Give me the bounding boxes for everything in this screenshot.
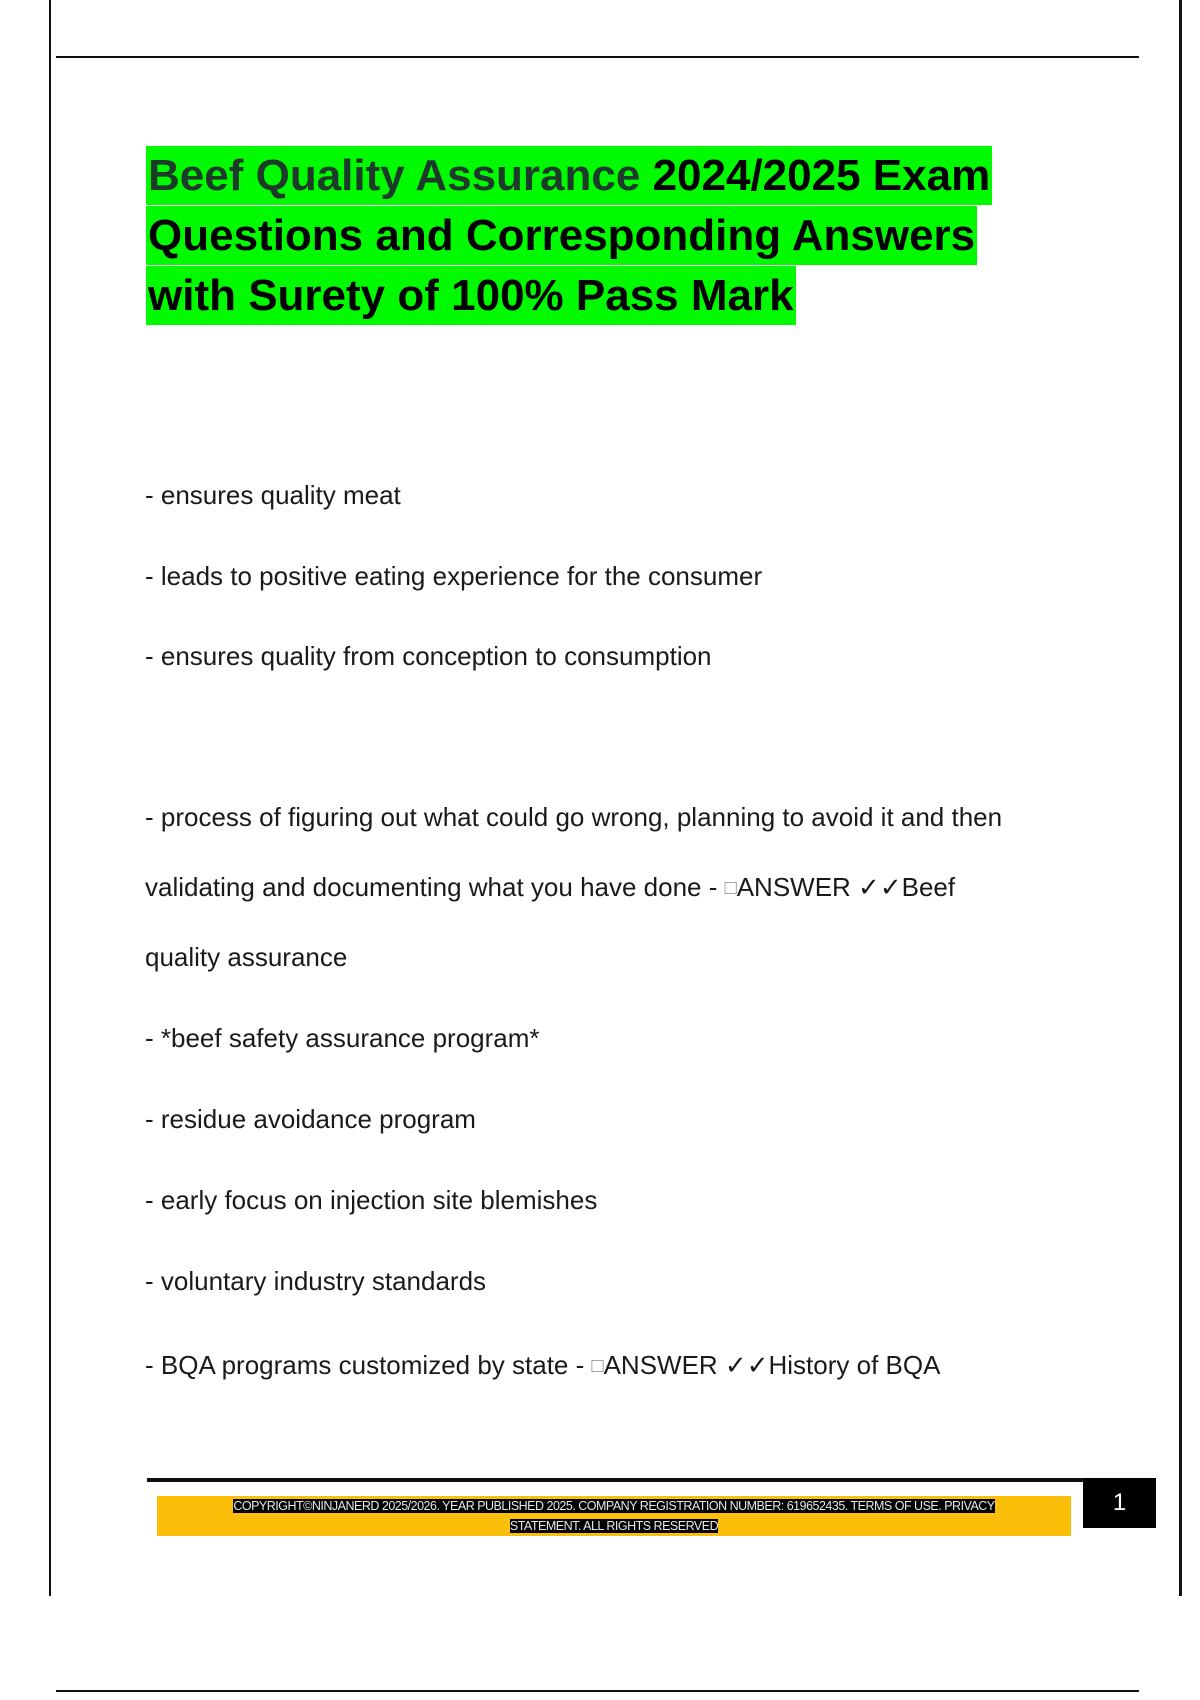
list-item: - voluntary industry standards — [145, 1266, 487, 1296]
missing-glyph-icon: □ — [591, 1355, 604, 1377]
list-item: - ensures quality from conception to consumption — [145, 641, 712, 671]
header-rule — [56, 56, 1139, 58]
next-page-rule — [56, 1690, 1139, 1692]
title-part: Beef Quality Assurance — [148, 151, 653, 200]
title-part: 2024/2025 Exam — [652, 151, 991, 200]
list-item: - leads to positive eating experience for the consumer — [145, 561, 763, 591]
title-part: with Surety of 100% Pass Mark — [148, 271, 794, 320]
footer-copyright — [157, 1496, 1071, 1536]
answer-text: ANSWER ✓✓Beef — [736, 872, 956, 902]
list-item: - process of figuring out what could go wrong, planning to avoid it and then — [145, 802, 1003, 832]
item-text: - BQA programs customized by state - — [145, 1350, 592, 1380]
list-item: - ensures quality meat — [145, 480, 401, 510]
title-part: Questions and Corresponding Answers — [148, 211, 976, 260]
copyright-line-1: COPYRIGHT©NINJANERD 2025/2026. YEAR PUBLISHED 2025. COMPANY REGISTRATION NUMBER: 619652435. TERMS OF USE. PRIVACY — [233, 1499, 995, 1513]
page-border-left — [49, 0, 51, 1596]
answer-text: ANSWER ✓✓History of BQA — [603, 1350, 941, 1380]
page-border-right — [1179, 0, 1182, 1596]
list-item: - early focus on injection site blemishes — [145, 1185, 598, 1215]
title-line-2 — [146, 206, 977, 265]
list-item — [145, 872, 955, 903]
title-line-3 — [146, 266, 796, 325]
footer-rule — [147, 1478, 1083, 1482]
list-item: - residue avoidance program — [145, 1104, 476, 1134]
item-text: validating and documenting what you have done - — [145, 872, 725, 902]
list-item: quality assurance — [145, 942, 348, 972]
document-title — [146, 146, 1106, 326]
missing-glyph-icon: □ — [724, 877, 737, 899]
list-item: - *beef safety assurance program* — [145, 1023, 540, 1053]
list-item — [145, 1350, 940, 1381]
title-line-1 — [146, 146, 992, 205]
copyright-line-2: STATEMENT. ALL RIGHTS RESERVED — [509, 1519, 719, 1533]
page-number: 1 — [1083, 1478, 1156, 1528]
